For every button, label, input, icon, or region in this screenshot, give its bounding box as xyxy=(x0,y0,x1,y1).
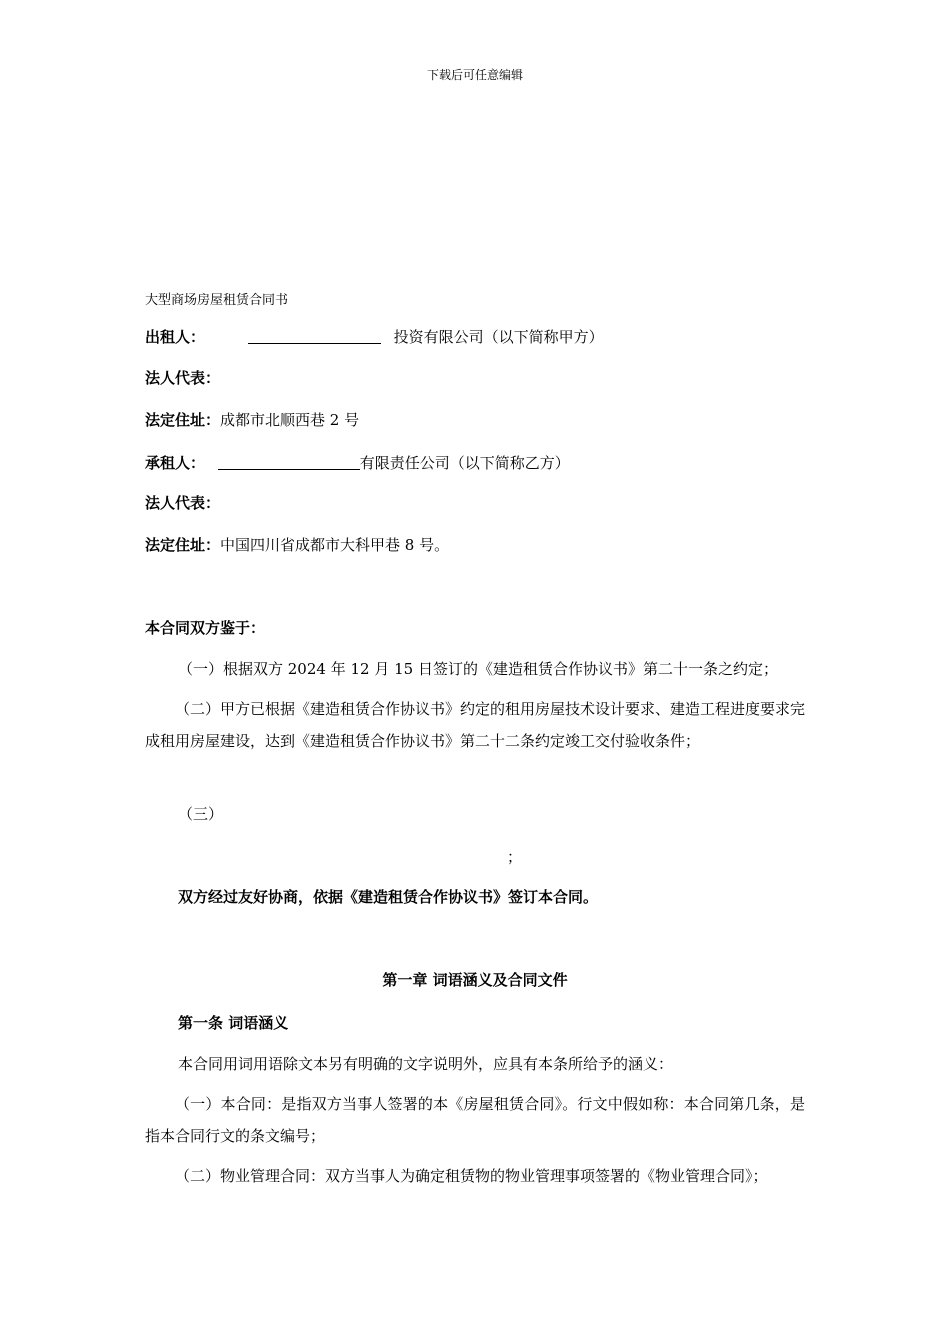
definition-1: （一）本合同：是指双方当事人签署的本《房屋租赁合同》。行文中假如称：本合同第几条，是指本合同行文的条文编号； xyxy=(145,1095,805,1145)
lessee-address-line xyxy=(145,534,449,555)
header-note: 下载后可任意编辑 xyxy=(426,68,523,82)
article-intro: 本合同用词用语除文本另有明确的文字说明外，应具有本条所给予的涵义： xyxy=(178,1055,674,1073)
lessee-suffix: 有限责任公司（以下简称乙方） xyxy=(359,454,570,472)
lessee-label: 承租人： xyxy=(145,454,206,472)
lessee-line xyxy=(145,451,570,473)
lessor-address-line xyxy=(145,409,359,430)
lessee-name-blank xyxy=(218,453,360,470)
document-title: 大型商场房屋租赁合同书 xyxy=(145,293,289,308)
definition-2: （二）物业管理合同：双方当事人为确定租赁物的物业管理事项签署的《物业管理合同》； xyxy=(175,1167,768,1185)
whereas-conclusion: 双方经过友好协商，依据《建造租赁合作协议书》签订本合同。 xyxy=(178,888,599,906)
lessor-address-value: 成都市北顺西巷 2 号 xyxy=(220,411,360,429)
whereas-item-3: （三） xyxy=(178,805,224,823)
whereas-item-3-end: ； xyxy=(507,848,523,866)
whereas-heading: 本合同双方鉴于： xyxy=(145,619,266,637)
lessor-label: 出租人： xyxy=(145,328,206,346)
lessee-rep-label: 法人代表： xyxy=(145,494,221,512)
lessor-address-label: 法定住址： xyxy=(145,411,221,429)
whereas-item-1: （一）根据双方 2024 年 12 月 15 日签订的《建造租赁合作协议书》第二十一条之约定； xyxy=(178,660,778,678)
lessor-line xyxy=(145,325,604,347)
whereas-item-2: （二）甲方已根据《建造租赁合作协议书》约定的租用房屋技术设计要求、建造工程进度要求完成租用房屋建设，达到《建造租赁合作协议书》第二十二条约定竣工交付验收条件； xyxy=(145,700,806,750)
chapter-title: 第一章 词语涵义及合同文件 xyxy=(382,971,568,989)
lessee-address-label: 法定住址： xyxy=(145,536,221,554)
lessor-rep-label: 法人代表： xyxy=(145,369,221,387)
lessee-address-value: 中国四川省成都市大科甲巷 8 号。 xyxy=(220,536,450,554)
lessor-suffix: 投资有限公司（以下简称甲方） xyxy=(393,328,604,346)
article-title: 第一条 词语涵义 xyxy=(178,1014,289,1032)
lessor-name-blank xyxy=(248,327,381,344)
